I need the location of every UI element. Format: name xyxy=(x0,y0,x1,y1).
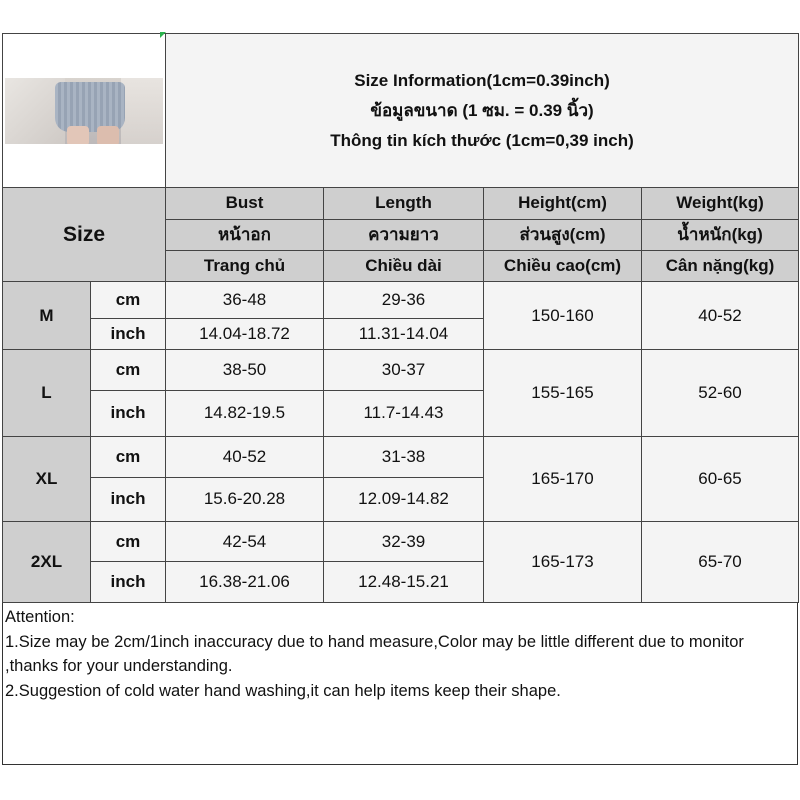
table-row xyxy=(3,436,799,478)
unit-cm: cm xyxy=(91,350,166,391)
bust-inch: 14.04-18.72 xyxy=(166,318,324,349)
bust-header-en: Bust xyxy=(166,188,324,219)
unit-inch: inch xyxy=(91,478,166,522)
bust-header-th: หน้าอก xyxy=(166,219,324,250)
length-cm: 30-37 xyxy=(324,350,484,391)
height-range: 150-160 xyxy=(484,282,642,350)
weight-range: 60-65 xyxy=(642,436,799,521)
size-info-title xyxy=(166,34,799,188)
bust-header-vi: Trang chủ xyxy=(166,251,324,282)
length-inch: 11.7-14.43 xyxy=(324,390,484,436)
weight-header-en: Weight(kg) xyxy=(642,188,799,219)
length-header-th: ความยาว xyxy=(324,219,484,250)
unit-cm: cm xyxy=(91,436,166,478)
header-row-en xyxy=(3,188,799,219)
unit-inch: inch xyxy=(91,562,166,603)
bust-cm: 40-52 xyxy=(166,436,324,478)
table-row xyxy=(3,350,799,391)
attention-heading: Attention: xyxy=(5,608,75,626)
length-header-en: Length xyxy=(324,188,484,219)
height-range: 165-173 xyxy=(484,521,642,602)
title-thai: ข้อมูลขนาด (1 ซม. = 0.39 นิ้ว) xyxy=(370,100,594,120)
height-header-en: Height(cm) xyxy=(484,188,642,219)
weight-header-th: น้ำหนัก(kg) xyxy=(642,219,799,250)
height-header-th: ส่วนสูง(cm) xyxy=(484,219,642,250)
length-cm: 32-39 xyxy=(324,521,484,562)
product-photo-cell xyxy=(3,34,166,188)
size-header: Size xyxy=(3,188,166,282)
length-cm: 31-38 xyxy=(324,436,484,478)
bust-cm: 42-54 xyxy=(166,521,324,562)
weight-range: 40-52 xyxy=(642,282,799,350)
bust-inch: 14.82-19.5 xyxy=(166,390,324,436)
attention-notes xyxy=(5,605,790,703)
bust-inch: 16.38-21.06 xyxy=(166,562,324,603)
bust-inch: 15.6-20.28 xyxy=(166,478,324,522)
attention-line-2: 2.Suggestion of cold water hand washing,it can help items keep their shape. xyxy=(5,681,561,700)
length-cm: 29-36 xyxy=(324,282,484,319)
title-vietnamese: Thông tin kích thước (1cm=0,39 inch) xyxy=(330,130,634,150)
table-row xyxy=(3,282,799,319)
unit-cm: cm xyxy=(91,521,166,562)
size-label: M xyxy=(3,282,91,350)
length-inch: 11.31-14.04 xyxy=(324,318,484,349)
height-header-vi: Chiều cao(cm) xyxy=(484,251,642,282)
table-row xyxy=(3,521,799,562)
unit-inch: inch xyxy=(91,390,166,436)
length-inch: 12.09-14.82 xyxy=(324,478,484,522)
unit-inch: inch xyxy=(91,318,166,349)
weight-header-vi: Cân nặng(kg) xyxy=(642,251,799,282)
title-english: Size Information(1cm=0.39inch) xyxy=(354,70,610,90)
size-label: L xyxy=(3,350,91,436)
title-row xyxy=(3,34,799,188)
bust-cm: 36-48 xyxy=(166,282,324,319)
size-chart-table xyxy=(2,33,799,603)
size-label: 2XL xyxy=(3,521,91,602)
weight-range: 65-70 xyxy=(642,521,799,602)
product-photo xyxy=(5,78,163,144)
height-range: 155-165 xyxy=(484,350,642,436)
bust-cm: 38-50 xyxy=(166,350,324,391)
weight-range: 52-60 xyxy=(642,350,799,436)
height-range: 165-170 xyxy=(484,436,642,521)
length-inch: 12.48-15.21 xyxy=(324,562,484,603)
unit-cm: cm xyxy=(91,282,166,319)
length-header-vi: Chiều dài xyxy=(324,251,484,282)
corner-mark xyxy=(160,32,166,38)
size-label: XL xyxy=(3,436,91,521)
attention-line-1: 1.Size may be 2cm/1inch inaccuracy due to hand measure,Color may be little different due to monitor ,thanks for your understanding. xyxy=(5,632,744,675)
